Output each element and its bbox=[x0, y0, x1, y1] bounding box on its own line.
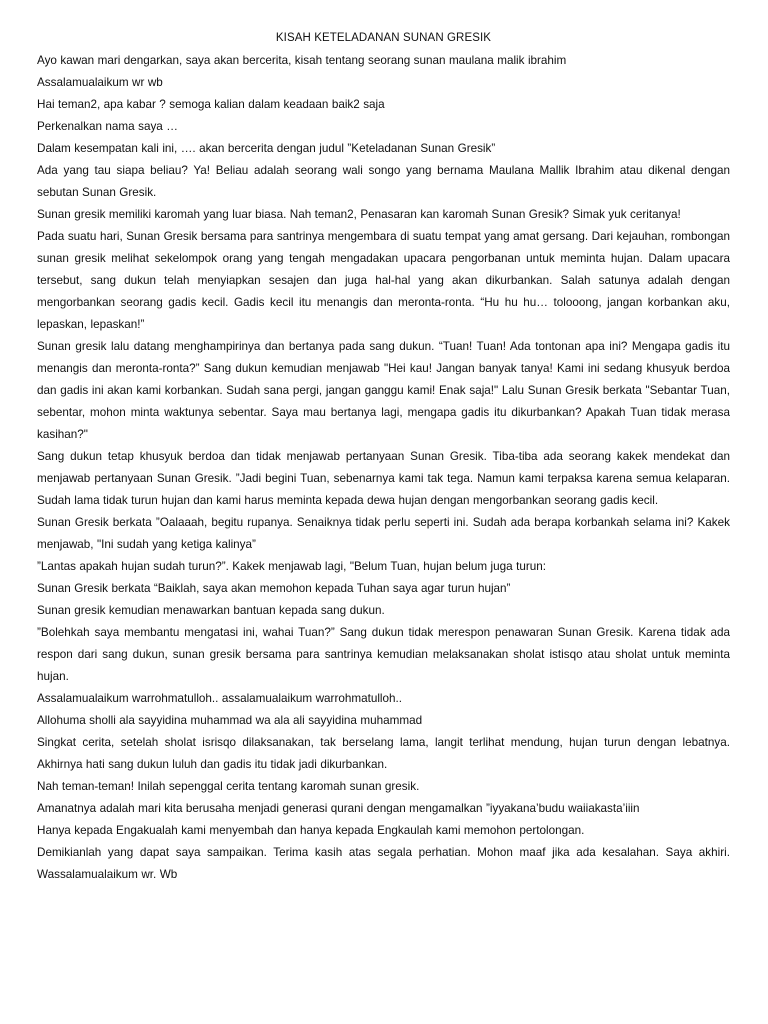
document-page bbox=[37, 28, 730, 886]
paragraph-pray: Sunan Gresik berkata “Baiklah, saya akan memohon kepada Tuhan saya agar turun hujan” bbox=[37, 582, 511, 595]
paragraph-meaning: Hanya kepada Engakualah kami menyembah dan hanya kepada Engkaulah kami memohon pertolongan. bbox=[37, 824, 585, 837]
paragraph-amanat: Amanatnya adalah mari kita berusaha menjadi generasi qurani dengan mengamalkan ”iyyakana’budu waiiakasta’iiin bbox=[37, 802, 640, 815]
paragraph-salam: Assalamualaikum warrohmatulloh.. assalamualaikum warrohmatulloh.. bbox=[37, 692, 403, 705]
paragraph-hello: Hai teman2, apa kabar ? semoga kalian dalam keadaan baik2 saja bbox=[37, 98, 385, 111]
paragraph-closing-story: Nah teman-teman! Inilah sepenggal cerita tentang karomah sunan gresik. bbox=[37, 780, 420, 793]
paragraph-sholawat: Allohuma sholli ala sayyidina muhammad wa ala ali sayyidina muhammad bbox=[37, 714, 423, 727]
paragraph-karomah: Sunan gresik memiliki karomah yang luar biasa. Nah teman2, Penasaran kan karomah Sunan Gresik? Simak yuk ceritanya! bbox=[37, 208, 681, 221]
paragraph-rain-yet: ”Lantas apakah hujan sudah turun?”. Kakek menjawab lagi, "Belum Tuan, hujan belum juga turun: bbox=[37, 560, 546, 573]
paragraph-farewell: Demikianlah yang dapat saya sampaikan. Terima kasih atas segala perhatian. Mohon maaf jika ada kesalahan. Saya akhiri. Wassalamualaikum wr. Wb bbox=[37, 846, 730, 881]
paragraph-introduce-name: Perkenalkan nama saya … bbox=[37, 120, 178, 133]
paragraph-story-start: Pada suatu hari, Sunan Gresik bersama para santrinya mengembara di suatu tempat yang amat gersang. Dari kejauhan, rombongan sunan gresik melihat sekelompok orang yang tengah mengadakan upacara pengorbanan untuk meminta hujan. Dalam upacara tersebut, sang dukun telah menyiapkan sesajen dan juga hal-hal yang akan dikurbankan. Salah satunya adalah dengan mengorbankan seorang gadis kecil. Gadis kecil itu menangis dan meronta-ronta. “Hu hu hu… tolooong, jangan korbankan aku, lepaskan, lepaskan!” bbox=[37, 230, 730, 331]
paragraph-kakek-answer: Sang dukun tetap khusyuk berdoa dan tidak menjawab pertanyaan Sunan Gresik. Tiba-tiba ada seorang kakek mendekat dan menjawab pertanyaan Sunan Gresik. ”Jadi begini Tuan, sebenarnya kami tak tega. Namun kami terpaksa karena semua kelaparan. Sudah lama tidak turun hujan dan kami harus meminta kepada dewa hujan dengan mengorbankan seorang gadis kecil. bbox=[37, 450, 730, 507]
paragraph-intro: Ayo kawan mari dengarkan, saya akan bercerita, kisah tentang seorang sunan maulana malik ibrahim bbox=[37, 54, 567, 67]
document-body bbox=[37, 50, 730, 886]
paragraph-sholat: ”Bolehkah saya membantu mengatasi ini, wahai Tuan?” Sang dukun tidak merespon penawaran Sunan Gresik. Karena tidak ada respon dari sang dukun, sunan gresik bersama para santrinya kemudian melaksanakan sholat istisqo atau sholat untuk meminta hujan. bbox=[37, 626, 730, 683]
paragraph-offer: Sunan gresik kemudian menawarkan bantuan kepada sang dukun. bbox=[37, 604, 385, 617]
paragraph-rain-falls: Singkat cerita, setelah sholat isrisqo dilaksanakan, tak berselang lama, langit terlihat mendung, hujan turun dengan lebatnya. Akhirnya hati sang dukun luluh dan gadis itu tidak jadi dikurbankan. bbox=[37, 736, 730, 771]
paragraph-who: Ada yang tau siapa beliau? Ya! Beliau adalah seorang wali songo yang bernama Maulana Mallik Ibrahim atau dikenal dengan sebutan Sunan Gresik. bbox=[37, 164, 730, 199]
paragraph-topic: Dalam kesempatan kali ini, …. akan bercerita dengan judul ”Keteladanan Sunan Gresik” bbox=[37, 142, 496, 155]
paragraph-how-many: Sunan Gresik berkata ”Oalaaah, begitu rupanya. Senaiknya tidak perlu seperti ini. Sudah ada berapa korbankah selama ini? Kakek menjawab, "Ini sudah yang ketiga kalinya” bbox=[37, 516, 730, 551]
document-title: KISAH KETELADANAN SUNAN GRESIK bbox=[275, 32, 492, 44]
paragraph-ask-dukun: Sunan gresik lalu datang menghampirinya dan bertanya pada sang dukun. “Tuan! Tuan! Ada tontonan apa ini? Mengapa gadis itu menangis dan meronta-ronta?” Sang dukun kemudian menjawab "Hei kau! Jangan banyak tanya! Kami ini sedang khusyuk berdoa dan gadis ini akan kami korbankan. Sudah sana pergi, jangan ganggu kami! Enak saja!" Lalu Sunan Gresik berkata "Sebantar Tuan, sebentar, mohon minta waktunya sebentar. Saya mau bertanya lagi, mengapa gadis itu dikurbankan? Apakah Tuan tidak merasa kasihan?" bbox=[37, 340, 730, 441]
paragraph-greeting: Assalamualaikum wr wb bbox=[37, 76, 163, 89]
